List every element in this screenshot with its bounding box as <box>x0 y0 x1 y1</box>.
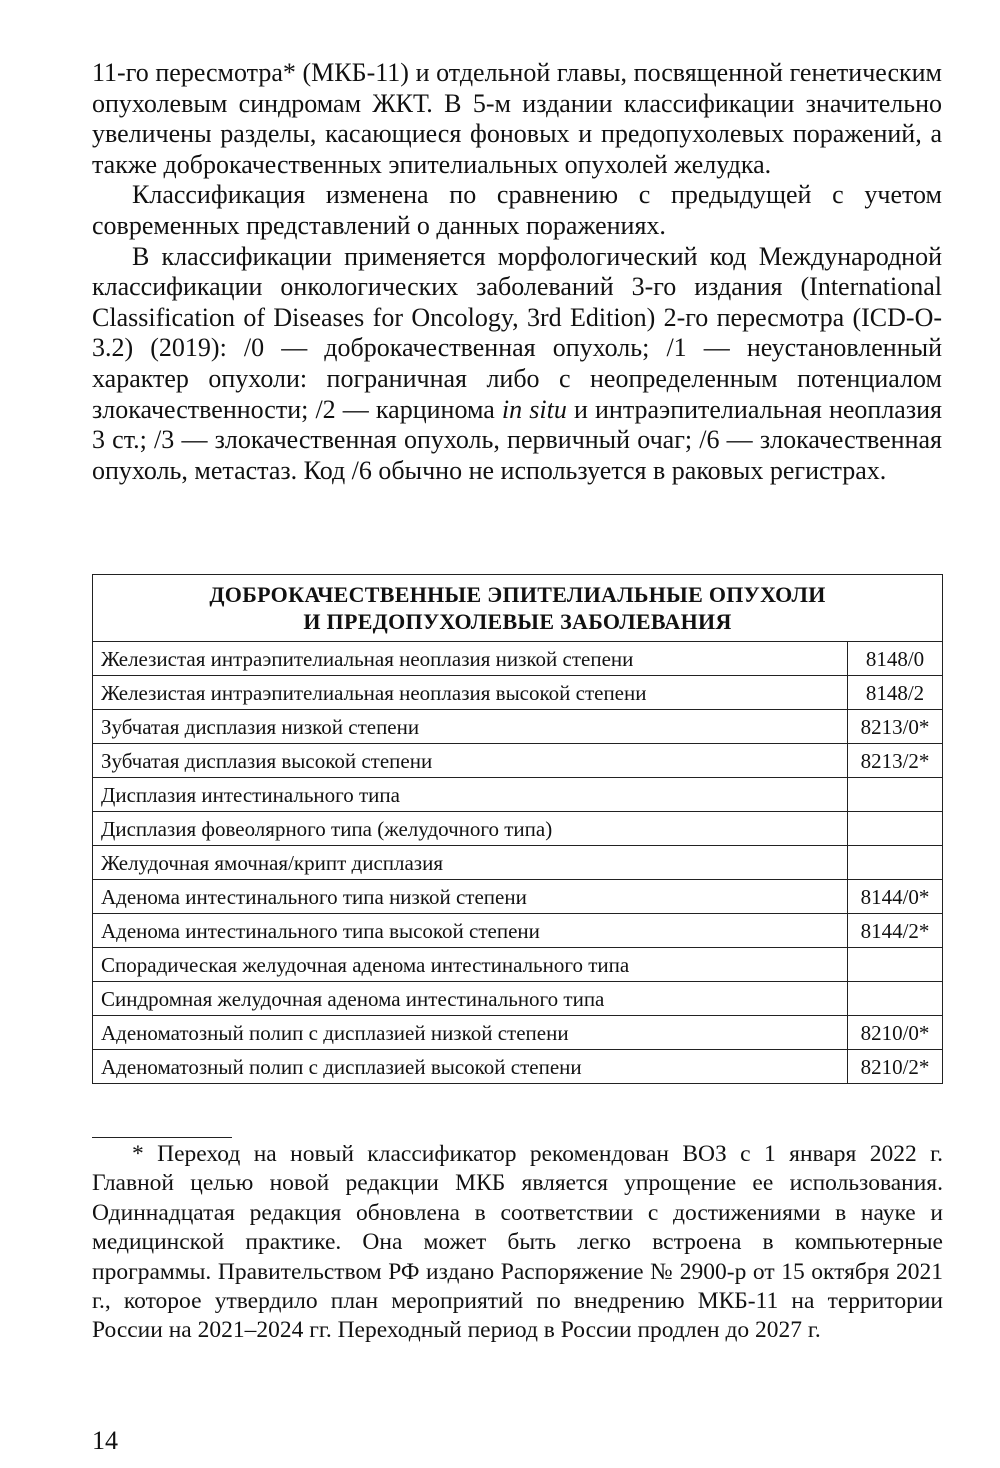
table-cell-name: Железистая интраэпителиальная неоплазия низкой степени <box>93 642 848 676</box>
classification-table <box>92 574 943 1084</box>
table-header-line-1: ДОБРОКАЧЕСТВЕННЫЕ ЭПИТЕЛИАЛЬНЫЕ ОПУХОЛИ <box>209 582 826 607</box>
table-row <box>93 1016 943 1050</box>
table-cell-code <box>848 778 943 812</box>
table-header-line-2: И ПРЕДОПУХОЛЕВЫЕ ЗАБОЛЕВАНИЯ <box>303 609 732 634</box>
table-cell-code: 8144/0* <box>848 880 943 914</box>
page-number: 14 <box>92 1426 118 1455</box>
table-cell-name: Зубчатая дисплазия высокой степени <box>93 744 848 778</box>
table-row <box>93 914 943 948</box>
footnote-divider <box>92 1137 232 1138</box>
table-row <box>93 676 943 710</box>
table-cell-code <box>848 812 943 846</box>
table-cell-code: 8148/2 <box>848 676 943 710</box>
table-cell-name: Дисплазия интестинального типа <box>93 778 848 812</box>
table-cell-name: Аденоматозный полип с дисплазией низкой степени <box>93 1016 848 1050</box>
table-cell-name: Зубчатая дисплазия низкой степени <box>93 710 848 744</box>
table-header-row <box>93 575 943 642</box>
table-row <box>93 744 943 778</box>
table-cell-name: Железистая интраэпителиальная неоплазия высокой степени <box>93 676 848 710</box>
table-cell-code <box>848 982 943 1016</box>
paragraph-3-italic: in situ <box>501 394 567 424</box>
table-cell-code <box>848 948 943 982</box>
table-row <box>93 846 943 880</box>
table-row <box>93 982 943 1016</box>
table-row <box>93 1050 943 1084</box>
table-cell-name: Дисплазия фовеолярного типа (желудочного типа) <box>93 812 848 846</box>
table-cell-code: 8213/0* <box>848 710 943 744</box>
table-row <box>93 642 943 676</box>
footnote: * Переход на новый классификатор рекомендован ВОЗ с 1 января 2022 г. Главной целью новой редакции МКБ является упрощение ее использования. Одиннадцатая редакция обновлена в соответствии с достижениями в науке и медицинской практике. Она может быть легко встроена в компьютерные программы. Правительством РФ издано Распоряжение № 2900-р от 15 октября 2021 г., которое утвердило план мероприятий по внедрению МКБ-11 на территории России на 2021–2024 гг. Переходный период в России продлен до 2027 г. <box>92 1141 943 1344</box>
table-row <box>93 812 943 846</box>
table-cell-name: Спорадическая желудочная аденома интестинального типа <box>93 948 848 982</box>
table-header <box>93 575 943 642</box>
table-cell-code: 8210/2* <box>848 1050 943 1084</box>
table-row <box>93 710 943 744</box>
table-cell-code <box>848 846 943 880</box>
paragraph-3-part-2: и интраэпителиальная неоплазия 3 ст.; /3 — злокачественная опухоль, первичный очаг; /6 — злокачественная опухоль, метастаз. Код /6 обычно не используется в раковых регистрах. <box>92 394 942 485</box>
table-row <box>93 778 943 812</box>
table-cell-name: Аденоматозный полип с дисплазией высокой степени <box>93 1050 848 1084</box>
table-cell-code: 8144/2* <box>848 914 943 948</box>
table-cell-name: Синдромная желудочная аденома интестинального типа <box>93 982 848 1016</box>
table-row <box>93 948 943 982</box>
paragraph-1: 11-го пересмотра* (МКБ-11) и отдельной главы, посвященной генетическим опухолевым синдромам ЖКТ. В 5-м издании классификации значительно увеличены разделы, касающиеся фоновых и предопухолевых поражений, а также доброкачественных эпителиальных опухолей желудка. <box>92 58 942 179</box>
table-cell-code: 8148/0 <box>848 642 943 676</box>
table-cell-code: 8210/0* <box>848 1016 943 1050</box>
table-cell-name: Аденома интестинального типа высокой степени <box>93 914 848 948</box>
paragraph-3-part-1: В классификации применяется морфологический код Международной классификации онкологических заболеваний 3-го издания (International Classification of Diseases for Oncology, 3rd Edition) 2-го пересмотра (ICD-O-3.2) (2019): /0 — доброкачественная опухоль; /1 — неустановленный характер опухоли: пограничная либо с неопределенным потенциалом злокачественности; /2 — карцинома <box>92 241 942 424</box>
table-cell-code: 8213/2* <box>848 744 943 778</box>
body-text <box>92 58 942 486</box>
table-body <box>93 642 943 1084</box>
table-cell-name: Желудочная ямочная/крипт дисплазия <box>93 846 848 880</box>
table-cell-name: Аденома интестинального типа низкой степени <box>93 880 848 914</box>
table-row <box>93 880 943 914</box>
paragraph-2: Классификация изменена по сравнению с предыдущей с учетом современных представлений о данных поражениях. <box>92 180 942 240</box>
paragraph-3 <box>92 242 942 487</box>
